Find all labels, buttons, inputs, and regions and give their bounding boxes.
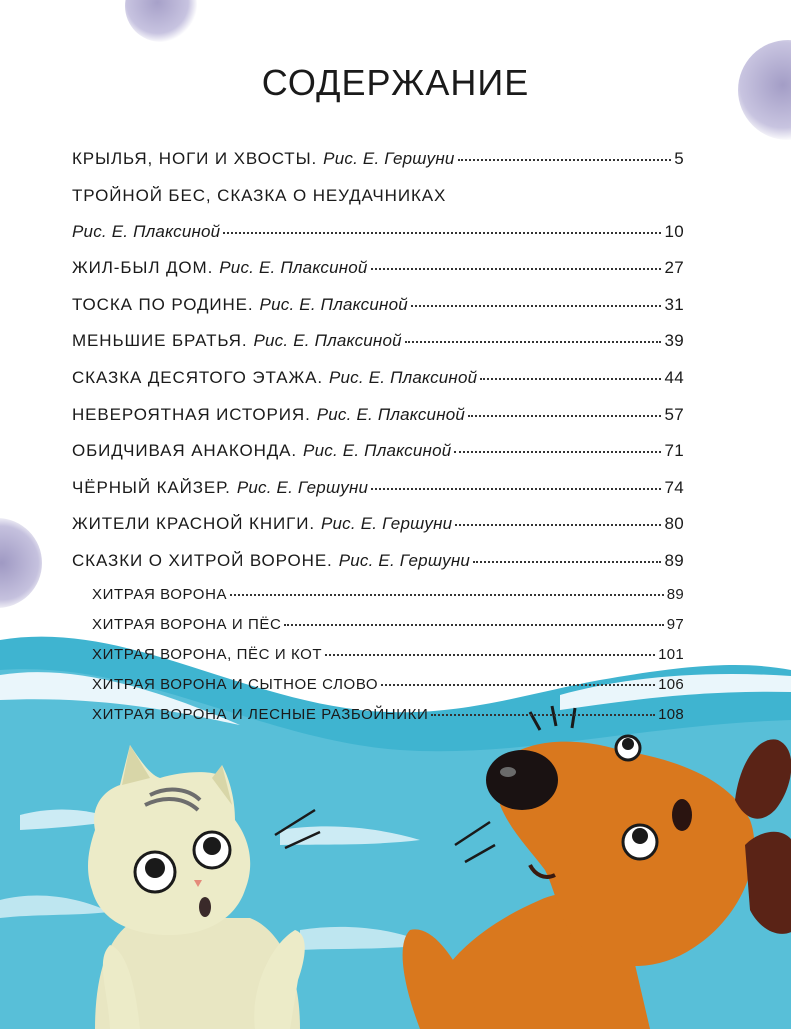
cat-pupil	[203, 837, 221, 855]
toc-page-number: 80	[664, 514, 684, 534]
toc-page-number: 97	[666, 615, 684, 633]
toc-subentry	[72, 670, 684, 700]
toc-entry	[72, 433, 684, 470]
dot-leader	[473, 560, 661, 563]
dog-pupil	[632, 828, 648, 844]
dot-leader	[454, 450, 661, 453]
toc-entry-title: НЕВЕРОЯТНАЯ ИСТОРИЯ.	[72, 404, 311, 424]
dot-leader	[455, 523, 661, 526]
toc-entry-illustrator: Рис. Е. Плаксиной	[316, 404, 466, 424]
toc-subentry	[72, 610, 684, 640]
toc-subentry	[72, 580, 684, 610]
toc-entry-illustrator: Рис. Е. Плаксиной	[72, 221, 221, 241]
cat-mouth	[199, 897, 211, 917]
decorative-watercolor-dot	[125, 0, 197, 42]
toc-page-number: 101	[658, 645, 684, 663]
dog-nose-shine	[500, 767, 516, 777]
toc-page-number: 10	[664, 221, 684, 241]
toc-entry-title: КРЫЛЬЯ, НОГИ И ХВОСТЫ.	[72, 149, 318, 168]
decorative-watercolor-dot	[0, 518, 42, 608]
toc-entry-illustrator: Рис. Е. Плаксиной	[259, 294, 408, 314]
toc-entry-illustrator: Рис. Е. Гершуни	[323, 149, 455, 168]
toc-entry	[72, 470, 684, 507]
toc-page-number: 57	[664, 404, 684, 424]
dot-leader	[411, 304, 662, 307]
toc-entry	[72, 178, 684, 214]
toc-entry-title: МЕНЬШИЕ БРАТЬЯ.	[72, 331, 248, 351]
dot-leader	[405, 340, 662, 343]
toc-subentry-title: ХИТРАЯ ВОРОНА, ПЁС И КОТ	[92, 645, 323, 663]
dog-nose	[486, 750, 558, 810]
toc-page-number: 108	[658, 705, 684, 723]
cat-pupil	[145, 858, 165, 878]
toc-entry-title: ТРОЙНОЙ БЕС, СКАЗКА О НЕУДАЧНИКАХ	[72, 185, 447, 205]
toc-entry	[72, 250, 684, 287]
toc-entry	[72, 506, 684, 543]
dog-brow-patch	[672, 799, 692, 831]
toc-entry	[72, 287, 684, 324]
dot-leader	[381, 683, 655, 686]
dot-leader	[223, 231, 661, 234]
toc-entry-illustrator: Рис. Е. Плаксиной	[303, 441, 452, 461]
toc-page-number: 31	[664, 294, 684, 314]
toc-entry-title: ТОСКА ПО РОДИНЕ.	[72, 294, 254, 314]
toc-entry-title: ЧЁРНЫЙ КАЙЗЕР.	[72, 477, 231, 497]
dot-leader	[230, 593, 664, 596]
toc-subentry-title: ХИТРАЯ ВОРОНА И СЫТНОЕ СЛОВО	[92, 675, 379, 693]
toc-entry-title: ЖИТЕЛИ КРАСНОЙ КНИГИ.	[72, 514, 315, 534]
toc-entry-title: СКАЗКИ О ХИТРОЙ ВОРОНЕ.	[72, 550, 333, 570]
toc-entry-illustrator: Рис. Е. Плаксиной	[328, 367, 478, 387]
toc-page-number: 74	[664, 477, 684, 497]
toc-entry-title: ОБИДЧИВАЯ АНАКОНДА.	[72, 441, 298, 461]
table-of-contents	[72, 141, 684, 730]
toc-subentry-title: ХИТРАЯ ВОРОНА И ЛЕСНЫЕ РАЗБОЙНИКИ	[92, 705, 429, 723]
toc-entry	[72, 141, 684, 178]
dot-leader	[458, 158, 672, 161]
dot-leader	[284, 623, 663, 626]
toc-entry-title: СКАЗКА ДЕСЯТОГО ЭТАЖА.	[72, 367, 323, 387]
toc-entry-illustrator: Рис. Е. Гершуни	[236, 477, 369, 497]
toc-entry-illustrator: Рис. Е. Гершуни	[338, 550, 471, 570]
toc-entry-continuation	[72, 214, 684, 251]
toc-page-number: 71	[664, 441, 684, 461]
toc-page-number: 27	[664, 258, 684, 278]
toc-entry	[72, 360, 684, 397]
toc-subentry	[72, 640, 684, 670]
toc-subentry-title: ХИТРАЯ ВОРОНА	[92, 585, 228, 603]
toc-subentry-title: ХИТРАЯ ВОРОНА И ПЁС	[92, 615, 282, 633]
dot-leader	[468, 414, 661, 417]
dot-leader	[371, 267, 662, 270]
toc-page-number: 89	[666, 585, 684, 603]
dog-pupil	[622, 738, 634, 750]
toc-entry-title: ЖИЛ-БЫЛ ДОМ.	[72, 258, 214, 278]
toc-page-number: 5	[674, 149, 684, 168]
toc-page-number: 89	[664, 550, 684, 570]
toc-page-number: 44	[664, 367, 684, 387]
toc-entry-illustrator: Рис. Е. Гершуни	[320, 514, 453, 534]
toc-page-number: 106	[658, 675, 684, 693]
toc-entry	[72, 397, 684, 434]
toc-entry	[72, 543, 684, 580]
dot-leader	[325, 653, 655, 656]
dot-leader	[480, 377, 661, 380]
dot-leader	[371, 487, 661, 490]
toc-entry-illustrator: Рис. Е. Плаксиной	[253, 331, 402, 351]
toc-page-number: 39	[664, 331, 684, 351]
toc-entry-illustrator: Рис. Е. Плаксиной	[219, 258, 368, 278]
page-title: СОДЕРЖАНИЕ	[261, 62, 530, 103]
toc-subentry	[72, 700, 684, 730]
toc-entry	[72, 323, 684, 360]
dot-leader	[431, 713, 655, 716]
